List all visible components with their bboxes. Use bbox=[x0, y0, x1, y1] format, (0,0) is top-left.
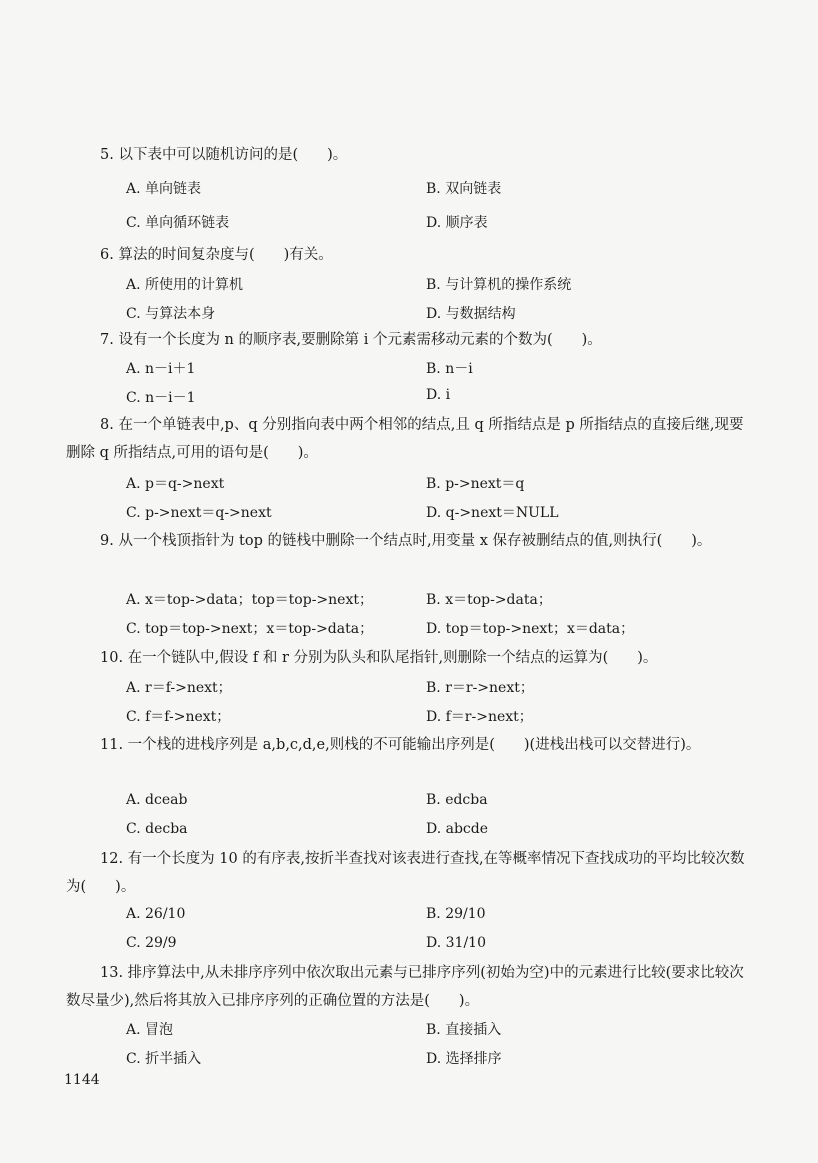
option-d: D. f＝r->next； bbox=[426, 709, 533, 725]
question-6-options bbox=[126, 274, 746, 332]
option-b: B. 双向链表 bbox=[426, 181, 502, 197]
option-a: A. 单向链表 bbox=[126, 181, 202, 197]
page-number: 1144 bbox=[64, 1072, 100, 1088]
option-b: B. n－i bbox=[426, 361, 473, 377]
question-stem: 6. 算法的时间复杂度与( )有关。 bbox=[100, 247, 333, 263]
question-stem: 11. 一个栈的进栈序列是 a,b,c,d,e,则栈的不可能输出序列是( )(进栈出栈可以交替进行)。 bbox=[100, 737, 701, 753]
question-8-options bbox=[126, 473, 746, 531]
option-b: B. 29/10 bbox=[426, 906, 486, 922]
option-a: A. 冒泡 bbox=[126, 1022, 174, 1038]
option-d: D. q->next＝NULL bbox=[426, 505, 559, 521]
question-12-options bbox=[126, 906, 746, 964]
option-c: C. 与算法本身 bbox=[126, 306, 216, 322]
question-13-options bbox=[126, 1019, 746, 1077]
option-d: D. abcde bbox=[426, 821, 489, 837]
question-stem: 7. 设有一个长度为 n 的顺序表,要删除第 i 个元素需移动元素的个数为( )。 bbox=[100, 332, 602, 348]
option-b: B. edcba bbox=[426, 792, 488, 808]
option-c: C. top＝top->next；x＝top->data； bbox=[126, 621, 374, 637]
question-10-options bbox=[126, 677, 746, 735]
question-9 bbox=[66, 527, 746, 555]
question-5-options bbox=[126, 178, 746, 241]
option-a: A. x＝top->data；top＝top->next； bbox=[126, 592, 373, 608]
question-7-options bbox=[126, 358, 746, 416]
question-11-options bbox=[126, 792, 746, 850]
option-b: B. 直接插入 bbox=[426, 1022, 502, 1038]
question-7 bbox=[66, 326, 746, 354]
option-a: A. dceab bbox=[126, 792, 188, 808]
option-c: C. f＝f->next； bbox=[126, 709, 231, 725]
option-b: B. r＝r->next； bbox=[426, 680, 534, 696]
option-c: C. decba bbox=[126, 821, 188, 837]
question-stem: 5. 以下表中可以随机访问的是( )。 bbox=[100, 147, 348, 163]
question-stem: 8. 在一个单链表中,p、q 分别指向表中两个相邻的结点,且 q 所指结点是 p 所指结点的直接后继,现要删除 q 所指结点,可用的语句是( )。 bbox=[66, 417, 744, 461]
option-d: D. 选择排序 bbox=[426, 1051, 502, 1067]
option-a: A. 26/10 bbox=[126, 906, 186, 922]
question-10 bbox=[66, 644, 746, 672]
question-stem: 10. 在一个链队中,假设 f 和 r 分别为队头和队尾指针,则删除一个结点的运算为( )。 bbox=[100, 650, 658, 666]
question-9-options bbox=[126, 589, 746, 647]
question-5 bbox=[66, 141, 746, 169]
question-13 bbox=[66, 959, 746, 1015]
question-12 bbox=[66, 845, 746, 901]
option-a: A. r＝f->next； bbox=[126, 680, 232, 696]
question-11 bbox=[66, 731, 746, 759]
question-stem: 12. 有一个长度为 10 的有序表,按折半查找对该表进行查找,在等概率情况下查找成功的平均比较次数为( )。 bbox=[66, 851, 745, 895]
option-d: D. i bbox=[426, 387, 451, 403]
option-b: B. p->next＝q bbox=[426, 476, 525, 492]
option-a: A. p＝q->next bbox=[126, 476, 225, 492]
option-c: C. 折半插入 bbox=[126, 1051, 202, 1067]
option-d: D. 与数据结构 bbox=[426, 306, 516, 322]
option-c: C. n－i－1 bbox=[126, 390, 196, 406]
question-8 bbox=[66, 411, 746, 467]
option-c: C. 29/9 bbox=[126, 935, 177, 951]
question-stem: 13. 排序算法中,从未排序序列中依次取出元素与已排序序列(初始为空)中的元素进行比较(要求比较次数尽量少),然后将其放入已排序序列的正确位置的方法是( )。 bbox=[66, 965, 744, 1009]
option-d: D. top＝top->next；x＝data； bbox=[426, 621, 635, 637]
option-b: B. 与计算机的操作系统 bbox=[426, 277, 572, 293]
option-d: D. 31/10 bbox=[426, 935, 486, 951]
question-stem: 9. 从一个栈顶指针为 top 的链栈中删除一个结点时,用变量 x 保存被删结点的值,则执行( )。 bbox=[100, 533, 712, 549]
question-6 bbox=[66, 241, 746, 269]
option-a: A. 所使用的计算机 bbox=[126, 277, 244, 293]
option-b: B. x＝top->data； bbox=[426, 592, 552, 608]
option-a: A. n－i＋1 bbox=[126, 361, 196, 377]
option-c: C. p->next＝q->next bbox=[126, 505, 272, 521]
option-d: D. 顺序表 bbox=[426, 215, 488, 231]
option-c: C. 单向循环链表 bbox=[126, 215, 230, 231]
